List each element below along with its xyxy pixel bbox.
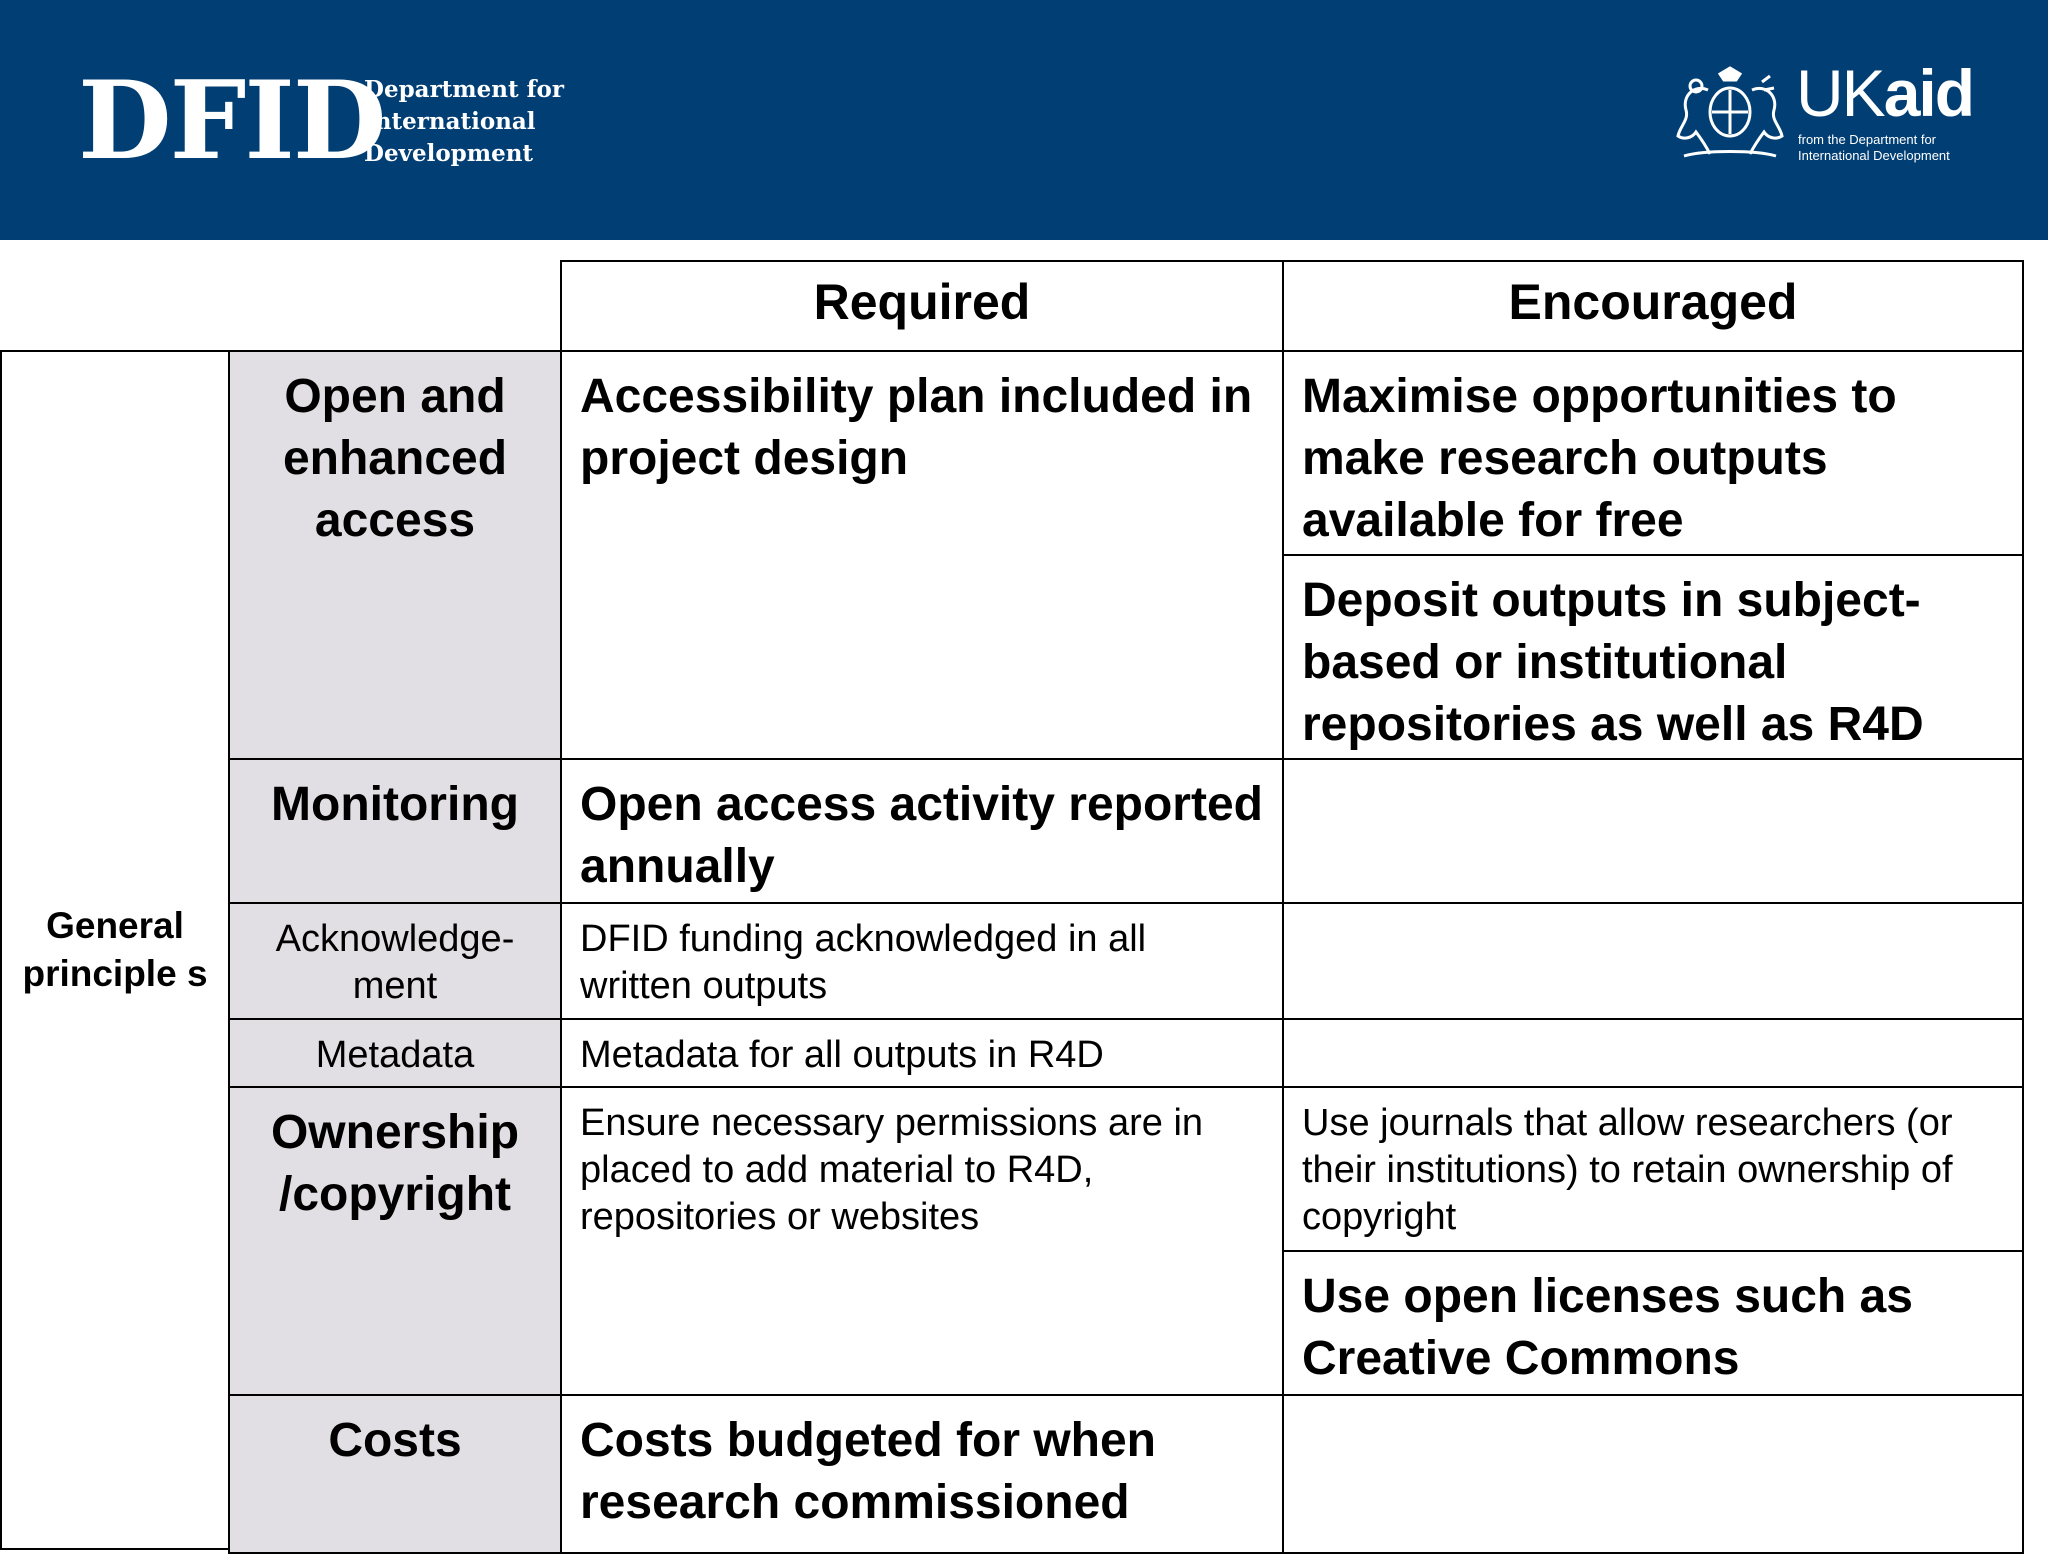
row-label-monitoring: Monitoring: [228, 758, 562, 904]
required-metadata: Metadata for all outputs in R4D: [560, 1018, 1284, 1088]
encouraged-costs: [1282, 1394, 2024, 1554]
row-label-acknowledgement: Acknowledge-ment: [228, 902, 562, 1020]
column-header-required: Required: [560, 260, 1284, 352]
row-label-open-access: Open and enhanced access: [228, 350, 562, 760]
ukaid-logo-subtitle: from the Department for International Development: [1798, 132, 1950, 163]
encouraged-monitoring: [1282, 758, 2024, 904]
encouraged-ownership-journals: Use journals that allow researchers (or their institutions) to retain ownership of copyright: [1282, 1086, 2024, 1252]
section-label-general-principles: General principle s: [0, 350, 230, 1550]
header-banner: [0, 0, 2048, 240]
royal-coat-of-arms-icon: [1670, 60, 1790, 165]
row-label-metadata: Metadata: [228, 1018, 562, 1088]
encouraged-metadata: [1282, 1018, 2024, 1088]
column-header-encouraged: Encouraged: [1282, 260, 2024, 352]
required-acknowledgement: DFID funding acknowledged in all written outputs: [560, 902, 1284, 1020]
dfid-logo: DFID: [78, 58, 385, 184]
required-monitoring: Open access activity reported annually: [560, 758, 1284, 904]
ukaid-logo: UKaid: [1796, 56, 1974, 130]
row-label-costs: Costs: [228, 1394, 562, 1554]
encouraged-acknowledgement: [1282, 902, 2024, 1020]
required-open-access: Accessibility plan included in project design: [560, 350, 1284, 760]
required-ownership: Ensure necessary permissions are in placed to add material to R4D, repositories or websites: [560, 1086, 1284, 1396]
encouraged-open-access-free: Maximise opportunities to make research outputs available for free: [1282, 350, 2024, 556]
row-label-ownership: Ownership /copyright: [228, 1086, 562, 1396]
encouraged-open-access-repositories: Deposit outputs in subject-based or institutional repositories as well as R4D: [1282, 554, 2024, 760]
required-costs: Costs budgeted for when research commissioned: [560, 1394, 1284, 1554]
dfid-logo-subtitle: Department for International Development: [364, 76, 564, 167]
encouraged-ownership-licenses: Use open licenses such as Creative Commons: [1282, 1250, 2024, 1396]
